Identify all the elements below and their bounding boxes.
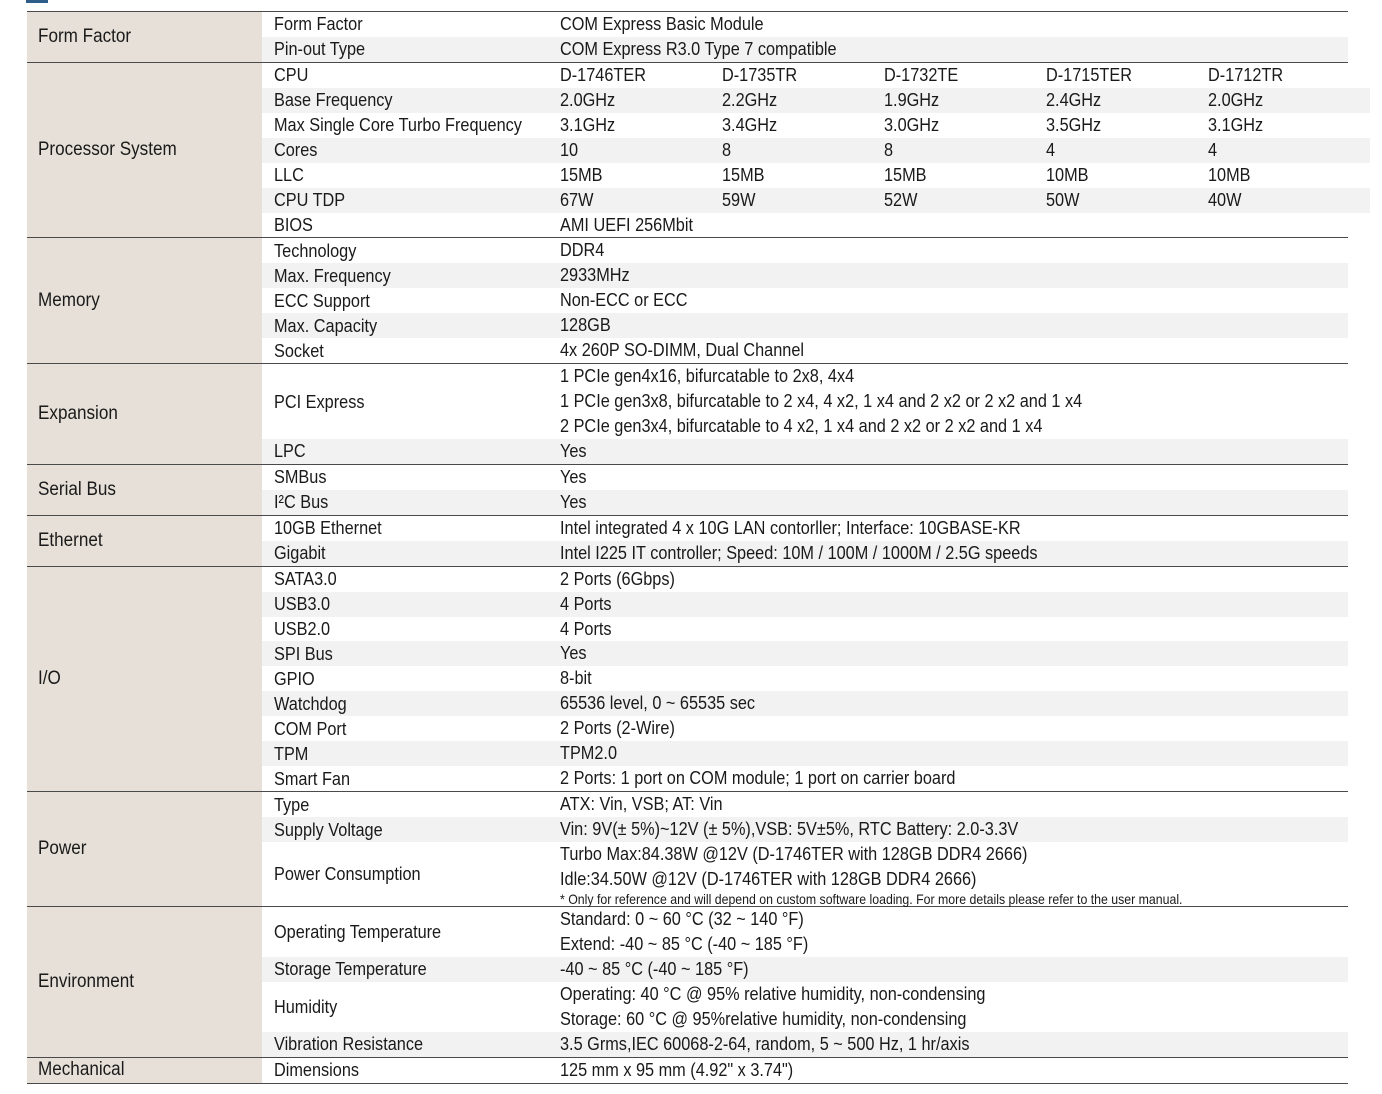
spec-label: Dimensions: [274, 1059, 360, 1081]
spec-row: [262, 163, 1370, 188]
spec-label: TPM: [274, 742, 309, 764]
spec-value: TPM2.0: [560, 742, 618, 764]
spec-row: [262, 716, 1348, 741]
spec-value: AMI UEFI 256Mbit: [560, 213, 694, 235]
spec-value: 4x 260P SO-DIMM, Dual Channel: [560, 339, 805, 361]
category-label: Mechanical: [27, 1058, 262, 1083]
spec-label: Max. Frequency: [274, 264, 391, 286]
spec-label: Vibration Resistance: [274, 1033, 424, 1055]
spec-row: [262, 567, 1348, 592]
spec-value: 2 Ports (6Gbps): [560, 567, 675, 589]
spec-label: Base Frequency: [274, 89, 393, 111]
spec-row: [262, 37, 1348, 62]
spec-label: Humidity: [274, 995, 338, 1017]
spec-value: 2933MHz: [560, 264, 630, 286]
category-label: Memory: [27, 238, 262, 363]
category-label: I/O: [27, 567, 262, 791]
spec-label: Supply Voltage: [274, 818, 383, 840]
spec-value: ATX: Vin, VSB; AT: Vin: [560, 793, 723, 815]
spec-value: DDR4: [560, 239, 605, 261]
spec-row: [262, 490, 1348, 515]
spec-row: [262, 516, 1348, 541]
spec-value: Non-ECC or ECC: [560, 289, 688, 311]
category-label: Ethernet: [27, 516, 262, 566]
spec-row: [262, 982, 1348, 1032]
spec-value: 128GB: [560, 314, 611, 336]
spec-value: Operating: 40 °C @ 95% relative humidity, non-condensing Storage: 60 °C @ 95%relative humidity, non-condensing: [560, 982, 986, 1029]
spec-label: Socket: [274, 339, 324, 361]
spec-row: [262, 313, 1348, 338]
spec-row: [262, 364, 1348, 439]
category-label: Expansion: [27, 364, 262, 464]
spec-row: [262, 288, 1348, 313]
spec-label: Gigabit: [274, 542, 326, 564]
spec-value: Yes: [560, 439, 587, 461]
spec-row: [262, 188, 1370, 213]
spec-value: Yes: [560, 465, 587, 487]
spec-row: [262, 338, 1348, 363]
spec-value: Yes: [560, 490, 587, 512]
spec-row: [262, 1032, 1348, 1057]
spec-label: BIOS: [274, 213, 313, 235]
spec-row: [262, 592, 1348, 617]
spec-label: SMBus: [274, 466, 327, 488]
spec-value: 4 Ports: [560, 592, 612, 614]
spec-label: COM Port: [274, 717, 347, 739]
category-label: Processor System: [27, 63, 262, 238]
spec-row: [262, 691, 1348, 716]
spec-label: CPU: [274, 64, 309, 86]
spec-value: 2.0GHz 2.2GHz 1.9GHz 2.4GHz 2.0GHz: [560, 89, 1264, 111]
spec-row: [262, 842, 1348, 906]
spec-label: Pin-out Type: [274, 38, 366, 60]
spec-value: 3.1GHz 3.4GHz 3.0GHz 3.5GHz 3.1GHz: [560, 114, 1264, 136]
spec-label: Cores: [274, 139, 318, 161]
spec-row: [262, 907, 1348, 957]
spec-label: Max. Capacity: [274, 314, 378, 336]
group-processor-system: [27, 62, 1348, 238]
spec-label: LPC: [274, 440, 306, 462]
spec-value: 10 8 8 4 4: [560, 139, 1218, 161]
spec-row: [262, 238, 1348, 263]
header-accent-bar: [26, 0, 48, 3]
spec-value: Intel I225 IT controller; Speed: 10M / 100M / 1000M / 2.5G speeds: [560, 541, 1038, 563]
group-ethernet: [27, 515, 1348, 566]
spec-row: [262, 541, 1348, 566]
group-form-factor: [27, 11, 1348, 62]
spec-label: Watchdog: [274, 692, 347, 714]
spec-row: [262, 465, 1348, 490]
spec-label: PCI Express: [274, 390, 365, 412]
spec-value: Intel integrated 4 x 10G LAN contorller; Interface: 10GBASE-KR: [560, 516, 1021, 538]
spec-label: CPU TDP: [274, 189, 346, 211]
spec-row: [262, 213, 1370, 238]
spec-value: COM Express Basic Module: [560, 13, 764, 35]
spec-label: Power Consumption: [274, 862, 421, 884]
spec-value: 67W 59W 52W 50W 40W: [560, 189, 1242, 211]
spec-row: [262, 957, 1348, 982]
category-label: Power: [27, 792, 262, 906]
spec-row: [262, 113, 1370, 138]
spec-label: I²C Bus: [274, 491, 329, 513]
spec-row: [262, 766, 1348, 791]
spec-row: [262, 741, 1348, 766]
spec-row: [262, 641, 1348, 666]
group-power: [27, 791, 1348, 906]
spec-label: SATA3.0: [274, 568, 337, 590]
spec-value: 65536 level, 0 ~ 65535 sec: [560, 692, 756, 714]
group-io: [27, 566, 1348, 791]
spec-label: 10GB Ethernet: [274, 517, 382, 539]
spec-value: 4 Ports: [560, 617, 612, 639]
spec-label: LLC: [274, 164, 304, 186]
spec-row: [262, 88, 1370, 113]
spec-row: [262, 1058, 1348, 1083]
spec-label: Operating Temperature: [274, 920, 442, 942]
spec-label: ECC Support: [274, 289, 370, 311]
spec-value: 2 Ports (2-Wire): [560, 717, 675, 739]
spec-label: Storage Temperature: [274, 958, 427, 980]
category-label: Environment: [27, 907, 262, 1057]
spec-label: GPIO: [274, 667, 315, 689]
spec-row: [262, 12, 1348, 37]
spec-value: COM Express R3.0 Type 7 compatible: [560, 37, 837, 59]
spec-value: 3.5 Grms,IEC 60068-2-64, random, 5 ~ 500 Hz, 1 hr/axis: [560, 1032, 970, 1054]
spec-row: [262, 617, 1348, 642]
group-environment: [27, 906, 1348, 1057]
spec-value: 2 Ports: 1 port on COM module; 1 port on carrier board: [560, 767, 956, 789]
category-label: Serial Bus: [27, 465, 262, 515]
spec-value: 125 mm x 95 mm (4.92" x 3.74"): [560, 1058, 794, 1080]
spec-label: USB2.0: [274, 618, 331, 639]
group-expansion: [27, 363, 1348, 464]
spec-value: Vin: 9V(± 5%)~12V (± 5%),VSB: 5V±5%, RTC Battery: 2.0-3.3V: [560, 818, 1019, 840]
spec-value: 8-bit: [560, 667, 592, 689]
group-memory: [27, 237, 1348, 363]
spec-row: [262, 792, 1348, 817]
spec-row: [262, 439, 1348, 464]
group-serial-bus: [27, 464, 1348, 515]
spec-value: -40 ~ 85 °C (-40 ~ 185 °F): [560, 957, 749, 979]
spec-row: [262, 138, 1370, 163]
spec-value: Yes: [560, 642, 587, 664]
spec-label: Max Single Core Turbo Frequency: [274, 114, 522, 136]
footnote: * Only for reference and will depend on custom software loading. For more details please refer to the user manual.: [560, 890, 1183, 907]
spec-row: [262, 263, 1348, 288]
spec-label: Type: [274, 793, 310, 815]
group-mechanical: [27, 1057, 1348, 1084]
spec-value: 15MB 15MB 15MB 10MB 10MB: [560, 164, 1251, 186]
spec-value: 1 PCIe gen4x16, bifurcatable to 2x8, 4x4 1 PCIe gen3x8, bifurcatable to 2 x4, 4 x2, 1 x4 and 2 x2 or 2 x2 and 1 x4 2 PCIe gen3x4, bifurcatable to 4 x2, 1 x4 and 2 x2 or 2 x2 and 1 x4: [560, 365, 1083, 436]
spec-label: Technology: [274, 239, 357, 261]
spec-row: [262, 63, 1370, 88]
specification-table: [27, 11, 1348, 1084]
spec-label: Smart Fan: [274, 767, 350, 789]
spec-row: [262, 817, 1348, 842]
spec-value: Standard: 0 ~ 60 °C (32 ~ 140 °F) Extend: -40 ~ 85 °C (-40 ~ 185 °F): [560, 908, 809, 954]
spec-row: [262, 666, 1348, 691]
category-label: Form Factor: [27, 12, 262, 62]
spec-label: Form Factor: [274, 13, 363, 35]
spec-value: D-1746TER D-1735TR D-1732TE D-1715TER D-1712TR: [560, 64, 1284, 86]
spec-label: SPI Bus: [274, 642, 333, 664]
spec-value: Turbo Max:84.38W @12V (D-1746TER with 128GB DDR4 2666) Idle:34.50W @12V (D-1746TER with 128GB DDR4 2666) * Only for reference and will depend on custom software loading. For more details please refer to the user manual.: [560, 842, 1348, 906]
spec-label: USB3.0: [274, 593, 331, 615]
